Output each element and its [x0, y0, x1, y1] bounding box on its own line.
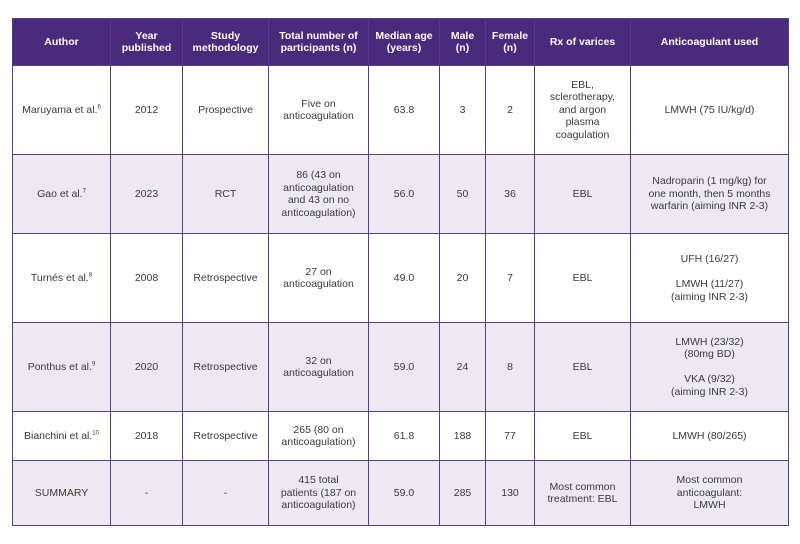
cell-year: 2012: [111, 66, 183, 155]
cell-age: 61.8: [369, 412, 440, 461]
studies-table-container: [12, 18, 789, 526]
summary-anticoag: Most common anticoagulant: LMWH: [631, 461, 789, 526]
header-age: Median age (years): [369, 19, 440, 66]
cell-participants: 32 on anticoagulation: [269, 323, 369, 412]
cell-author: [13, 66, 111, 155]
cell-anticoag: UFH (16/27) LMWH (11/27) (aiming INR 2-3): [631, 234, 789, 323]
author-name: Ponthus et al.: [27, 360, 92, 373]
cell-male: 3: [440, 66, 486, 155]
header-rx: Rx of varices: [535, 19, 631, 66]
cell-author: [13, 155, 111, 234]
cell-participants: 27 on anticoagulation: [269, 234, 369, 323]
header-participants: Total number of participants (n): [269, 19, 369, 66]
cell-rx: EBL: [535, 234, 631, 323]
cell-methodology: Retrospective: [183, 323, 269, 412]
cell-male: 50: [440, 155, 486, 234]
cell-anticoag: LMWH (80/265): [631, 412, 789, 461]
header-row: [13, 19, 789, 66]
cell-age: 59.0: [369, 323, 440, 412]
cell-female: 36: [486, 155, 535, 234]
reference-number: 9: [91, 361, 96, 368]
cell-anticoag: Nadroparin (1 mg/kg) for one month, then 5 months warfarin (aiming INR 2-3): [631, 155, 789, 234]
cell-rx: EBL: [535, 412, 631, 461]
reference-number: 8: [88, 272, 93, 279]
reference-number: 7: [82, 188, 86, 195]
cell-age: 56.0: [369, 155, 440, 234]
cell-anticoag: LMWH (75 IU/kg/d): [631, 66, 789, 155]
cell-participants: Five on anticoagulation: [269, 66, 369, 155]
header-methodology: Study methodology: [183, 19, 269, 66]
cell-year: 2008: [111, 234, 183, 323]
header-male: Male (n): [440, 19, 486, 66]
cell-year: 2020: [111, 323, 183, 412]
cell-female: 77: [486, 412, 535, 461]
cell-female: 8: [486, 323, 535, 412]
author-name: Bianchini et al.: [24, 429, 93, 442]
summary-rx: Most common treatment: EBL: [535, 461, 631, 526]
cell-anticoag: LMWH (23/32) (80mg BD) VKA (9/32) (aiming INR 2-3): [631, 323, 789, 412]
table-row: [13, 323, 789, 412]
table-row: [13, 66, 789, 155]
cell-male: 188: [440, 412, 486, 461]
cell-author: [13, 234, 111, 323]
cell-year: 2023: [111, 155, 183, 234]
header-female: Female (n): [486, 19, 535, 66]
cell-year: 2018: [111, 412, 183, 461]
cell-methodology: RCT: [183, 155, 269, 234]
studies-table: [12, 18, 789, 526]
summary-participants: 415 total patients (187 on anticoagulation): [269, 461, 369, 526]
cell-rx: EBL: [535, 155, 631, 234]
cell-author: [13, 323, 111, 412]
cell-female: 2: [486, 66, 535, 155]
summary-male: 285: [440, 461, 486, 526]
header-year: Year published: [111, 19, 183, 66]
table-row: [13, 155, 789, 234]
cell-participants: 86 (43 on anticoagulation and 43 on no anticoagulation): [269, 155, 369, 234]
table-row: [13, 412, 789, 461]
summary-author: SUMMARY: [13, 461, 111, 526]
table-row: [13, 234, 789, 323]
cell-methodology: Retrospective: [183, 412, 269, 461]
author-name: Maruyama et al.: [22, 103, 98, 116]
author-name: Turnés et al.: [30, 271, 89, 284]
cell-female: 7: [486, 234, 535, 323]
cell-age: 63.8: [369, 66, 440, 155]
cell-methodology: Retrospective: [183, 234, 269, 323]
cell-rx: EBL: [535, 323, 631, 412]
summary-year: -: [111, 461, 183, 526]
cell-rx: EBL, sclerotherapy, and argon plasma coagulation: [535, 66, 631, 155]
header-anticoag: Anticoagulant used: [631, 19, 789, 66]
cell-participants: 265 (80 on anticoagulation): [269, 412, 369, 461]
author-name: Gao et al.: [37, 187, 83, 200]
reference-number: 6: [97, 104, 101, 111]
cell-male: 20: [440, 234, 486, 323]
header-author: Author: [13, 19, 111, 66]
summary-row: [13, 461, 789, 526]
cell-methodology: Prospective: [183, 66, 269, 155]
cell-male: 24: [440, 323, 486, 412]
summary-age: 59.0: [369, 461, 440, 526]
cell-age: 49.0: [369, 234, 440, 323]
summary-methodology: -: [183, 461, 269, 526]
summary-female: 130: [486, 461, 535, 526]
cell-author: [13, 412, 111, 461]
reference-number: 10: [92, 430, 99, 437]
